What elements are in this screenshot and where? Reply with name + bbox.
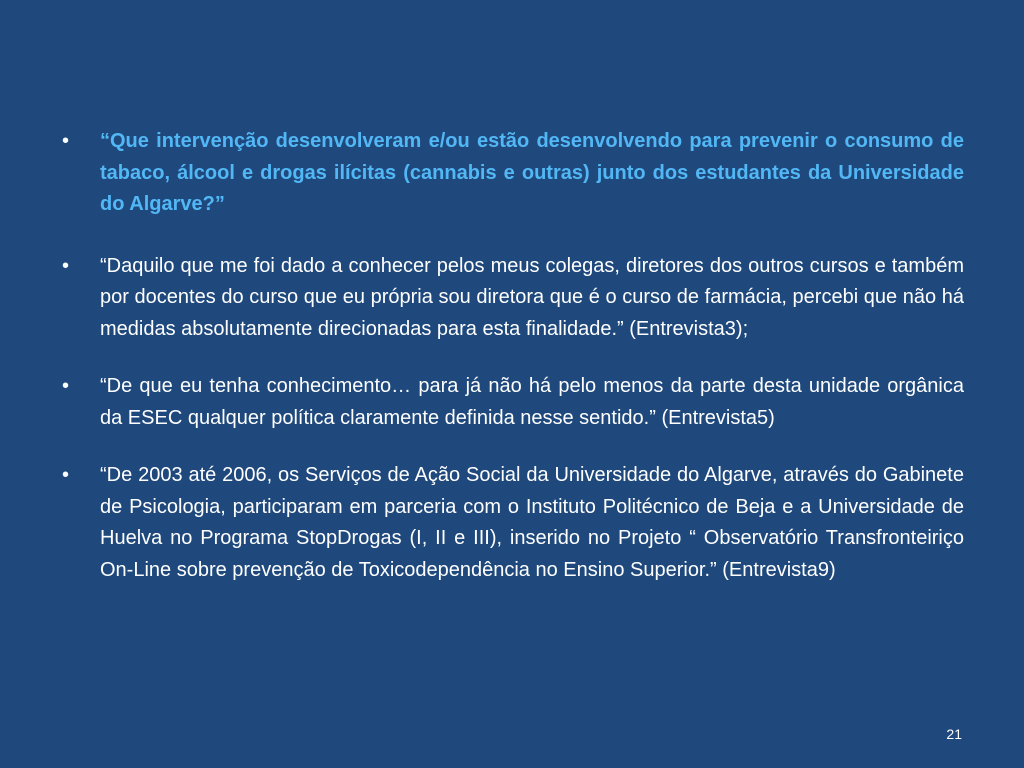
quote-text: “De 2003 até 2006, os Serviços de Ação Social da Universidade do Algarve, através do Gabinete de Psicologia, participaram em parceria com o Instituto Politécnico de Beja e a Universidade de Huelva no Programa StopDrogas (I, II e III), inserido no Projeto “ Observatório Transfronteiriço On-Line sobre prevenção de Toxicodependência no Ensino Superior.” (Entrevista9) bbox=[100, 464, 964, 581]
question-text: “Que intervenção desenvolveram e/ou estão desenvolvendo para prevenir o consumo de tabaco, álcool e drogas ilícitas (cannabis e outras) junto dos estudantes da Universidade do Algarve?” bbox=[100, 130, 964, 215]
quote-text: “Daquilo que me foi dado a conhecer pelos meus colegas, diretores dos outros cursos e também por docentes do curso que eu própria sou diretora que é o curso de farmácia, percebi que não há medidas absolutamente direcionadas para esta finalidade.” (Entrevista3); bbox=[100, 254, 964, 340]
bullet-dot-icon: • bbox=[62, 130, 70, 152]
bullet-quote-entrevista5 bbox=[62, 371, 964, 434]
bullet-quote-entrevista9 bbox=[62, 460, 964, 586]
bullet-dot-icon: • bbox=[62, 375, 70, 397]
bullet-dot-icon: • bbox=[62, 254, 70, 277]
page-number: 21 bbox=[946, 726, 962, 742]
bullet-question bbox=[62, 126, 964, 221]
quote-text: “De que eu tenha conhecimento… para já não há pelo menos da parte desta unidade orgânica da ESEC qualquer política claramente definida nesse sentido.” (Entrevista5) bbox=[100, 375, 964, 429]
bullet-dot-icon: • bbox=[62, 464, 70, 486]
bullet-list bbox=[62, 126, 964, 612]
bullet-quote-entrevista3 bbox=[62, 251, 964, 346]
